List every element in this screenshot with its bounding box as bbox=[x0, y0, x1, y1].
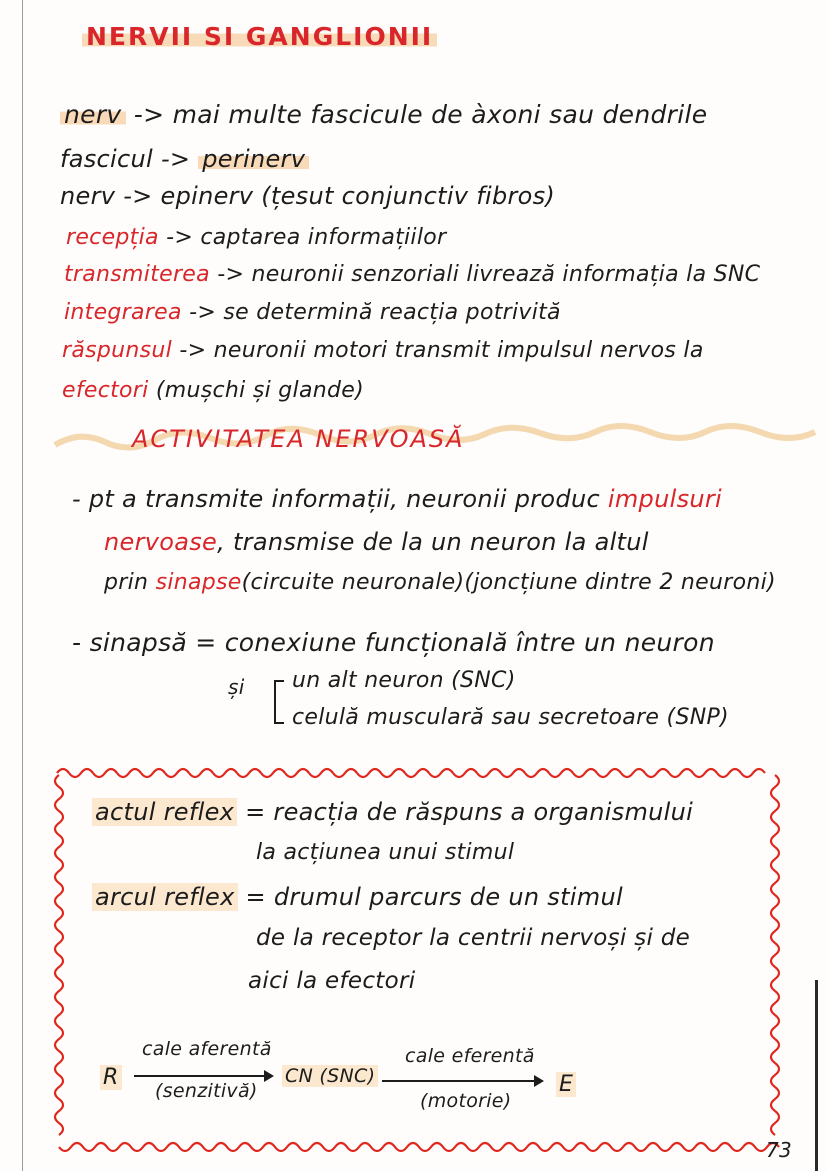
edge-afferent-label: cale aferentă bbox=[142, 1038, 272, 1060]
term: nerv bbox=[60, 182, 116, 210]
definition: captarea informațiilor bbox=[200, 225, 447, 250]
line-nerv-epinerv bbox=[60, 182, 555, 210]
text: prin bbox=[104, 570, 149, 595]
term: arcul reflex bbox=[92, 883, 238, 911]
keyword-sinapse: sinapse bbox=[155, 570, 242, 595]
def-arcul-reflex-line2: de la receptor la centrii nervoși și de bbox=[256, 925, 691, 951]
arrow-icon: -> bbox=[133, 100, 165, 129]
bullet-impulsuri-line1 bbox=[72, 485, 722, 513]
function-transmiterea bbox=[64, 262, 760, 287]
text: - pt a transmite informații, neuronii produc bbox=[72, 485, 600, 513]
function-integrarea bbox=[64, 300, 561, 325]
def-actul-reflex-line2: la acțiunea unui stimul bbox=[256, 840, 515, 865]
def-actul-reflex bbox=[92, 798, 693, 826]
definition: (mușchi și glande) bbox=[155, 378, 364, 403]
term: transmiterea bbox=[64, 262, 210, 287]
option-celula: celulă musculară sau secretoare (SNP) bbox=[292, 705, 729, 730]
arrow-icon: -> bbox=[123, 182, 153, 210]
function-receptia bbox=[66, 225, 446, 250]
arrow-icon: -> bbox=[189, 300, 217, 325]
arrow-efferent-icon bbox=[382, 1080, 542, 1082]
keyword-nervoase: nervoase bbox=[104, 528, 218, 556]
function-efectori bbox=[62, 378, 364, 403]
option-neuron: un alt neuron (SNC) bbox=[292, 668, 516, 693]
bullet-sinapsa: - sinapsă = conexiune funcțională între un neuron bbox=[72, 628, 715, 657]
term: răspunsul bbox=[62, 338, 173, 363]
arrow-icon: -> bbox=[166, 225, 194, 250]
def-arcul-reflex bbox=[92, 883, 623, 911]
page-number: 73 bbox=[766, 1138, 793, 1162]
term: fascicul bbox=[60, 145, 153, 173]
keyword-impulsuri: impulsuri bbox=[607, 485, 723, 513]
title-text: NERVII SI GANGLIONII bbox=[82, 22, 437, 51]
section-title-activitatea: ACTIVITATEA NERVOASĂ bbox=[132, 425, 465, 453]
definition: epinerv (țesut conjunctiv fibros) bbox=[160, 182, 556, 210]
definition: se determină reacția potrivită bbox=[223, 300, 561, 325]
line-nerv bbox=[60, 100, 707, 129]
term: integrarea bbox=[64, 300, 182, 325]
edge-efferent-sublabel: (motorie) bbox=[420, 1090, 512, 1112]
definition: = drumul parcurs de un stimul bbox=[245, 883, 623, 911]
page-margin-line bbox=[22, 0, 23, 1171]
bullet-impulsuri-line2 bbox=[104, 528, 649, 556]
page-edge bbox=[815, 980, 818, 1171]
node-receptor: R bbox=[100, 1065, 122, 1090]
term: efectori bbox=[62, 378, 149, 403]
text: (circuite neuronale)(joncțiune dintre 2 neuroni) bbox=[241, 570, 776, 595]
edge-efferent-label: cale eferentă bbox=[405, 1045, 535, 1067]
definition: perinerv bbox=[198, 145, 309, 173]
section-title-nervi bbox=[82, 22, 437, 51]
term: recepția bbox=[66, 225, 159, 250]
definition: = reacția de răspuns a organismului bbox=[245, 798, 694, 826]
term: actul reflex bbox=[92, 798, 237, 826]
arrow-icon: -> bbox=[160, 145, 191, 173]
edge-afferent-sublabel: (senzitivă) bbox=[155, 1080, 258, 1102]
bullet-impulsuri-line3 bbox=[104, 570, 776, 595]
function-raspunsul bbox=[62, 338, 704, 363]
arrow-afferent-icon bbox=[134, 1075, 272, 1077]
node-cn-snc: CN (SNC) bbox=[282, 1065, 378, 1087]
arrow-icon: -> bbox=[179, 338, 207, 363]
conj-si: și bbox=[228, 675, 245, 699]
bracket-icon bbox=[274, 680, 284, 724]
arrow-icon: -> bbox=[217, 262, 245, 287]
definition: neuronii senzoriali livrează informația la SNC bbox=[251, 262, 761, 287]
definition: neuronii motori transmit impulsul nervos la bbox=[213, 338, 704, 363]
text: , transmise de la un neuron la altul bbox=[217, 528, 649, 556]
line-fascicul bbox=[60, 145, 309, 173]
term: nerv bbox=[60, 100, 126, 129]
def-arcul-reflex-line3: aici la efectori bbox=[248, 968, 416, 994]
node-effector: E bbox=[556, 1072, 576, 1097]
definition: mai multe fascicule de àxoni sau dendrile bbox=[172, 100, 708, 129]
